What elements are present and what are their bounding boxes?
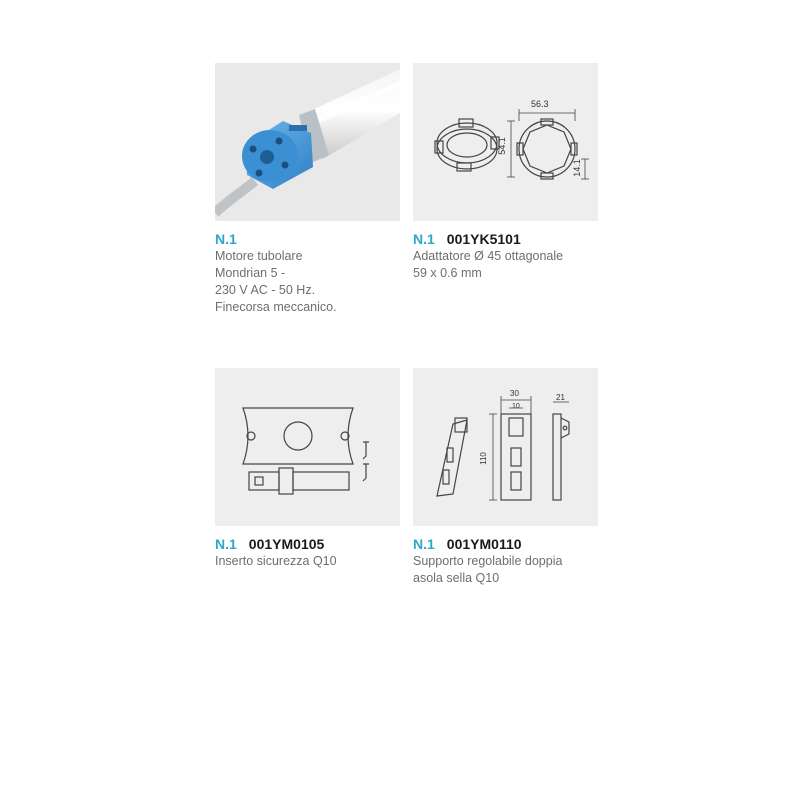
product-heading: [413, 535, 598, 553]
product-description: [413, 553, 598, 587]
product-heading: [215, 230, 400, 248]
safety-insert-image: [215, 368, 400, 526]
product-quantity: N.1: [215, 231, 237, 247]
product-description: [215, 248, 400, 316]
dimension-label: 21: [556, 393, 565, 402]
product-quantity: N.1: [413, 231, 435, 247]
product-caption: [413, 230, 598, 282]
description-line: Finecorsa meccanico.: [215, 300, 337, 314]
octagonal-adapter-image: [413, 63, 598, 221]
adjustable-bracket-image: [413, 368, 598, 526]
product-quantity: N.1: [215, 536, 237, 552]
adjustable-bracket-icon: [413, 368, 598, 526]
product-code: 001YK5101: [446, 231, 521, 247]
description-line: 59 x 0.6 mm: [413, 266, 482, 280]
product-description: [215, 553, 400, 570]
product-description: [413, 248, 598, 282]
product-card-adapter: [413, 63, 598, 282]
product-heading: [215, 535, 400, 553]
description-line: Supporto regolabile doppia: [413, 554, 563, 568]
product-caption: [413, 535, 598, 587]
description-line: Inserto sicurezza Q10: [215, 554, 337, 568]
product-card-bracket: [413, 368, 598, 587]
product-card-safety-insert: [215, 368, 400, 570]
dimension-label: 30: [510, 389, 519, 398]
product-card-motor: [215, 63, 400, 316]
dimension-label: 14.1: [571, 159, 582, 177]
product-caption: [215, 535, 400, 570]
product-code: 001YM0110: [446, 536, 522, 552]
dimension-label: 54.1: [496, 137, 507, 155]
description-line: Motore tubolare: [215, 249, 303, 263]
product-code: 001YM0105: [248, 536, 325, 552]
description-line: 230 V AC - 50 Hz.: [215, 283, 316, 297]
product-quantity: N.1: [413, 536, 435, 552]
dimension-label: 10: [512, 403, 520, 410]
description-line: Adattatore Ø 45 ottagonale: [413, 249, 564, 263]
tubular-motor-image: [215, 63, 400, 221]
product-heading: [413, 230, 598, 248]
dimension-label: 56.3: [531, 99, 549, 109]
safety-insert-icon: [215, 368, 400, 526]
description-line: Mondrian 5 -: [215, 266, 286, 280]
product-caption: [215, 230, 400, 316]
tubular-motor-icon: [215, 63, 400, 221]
dimension-label: 110: [478, 452, 488, 465]
description-line: asola sella Q10: [413, 571, 500, 585]
